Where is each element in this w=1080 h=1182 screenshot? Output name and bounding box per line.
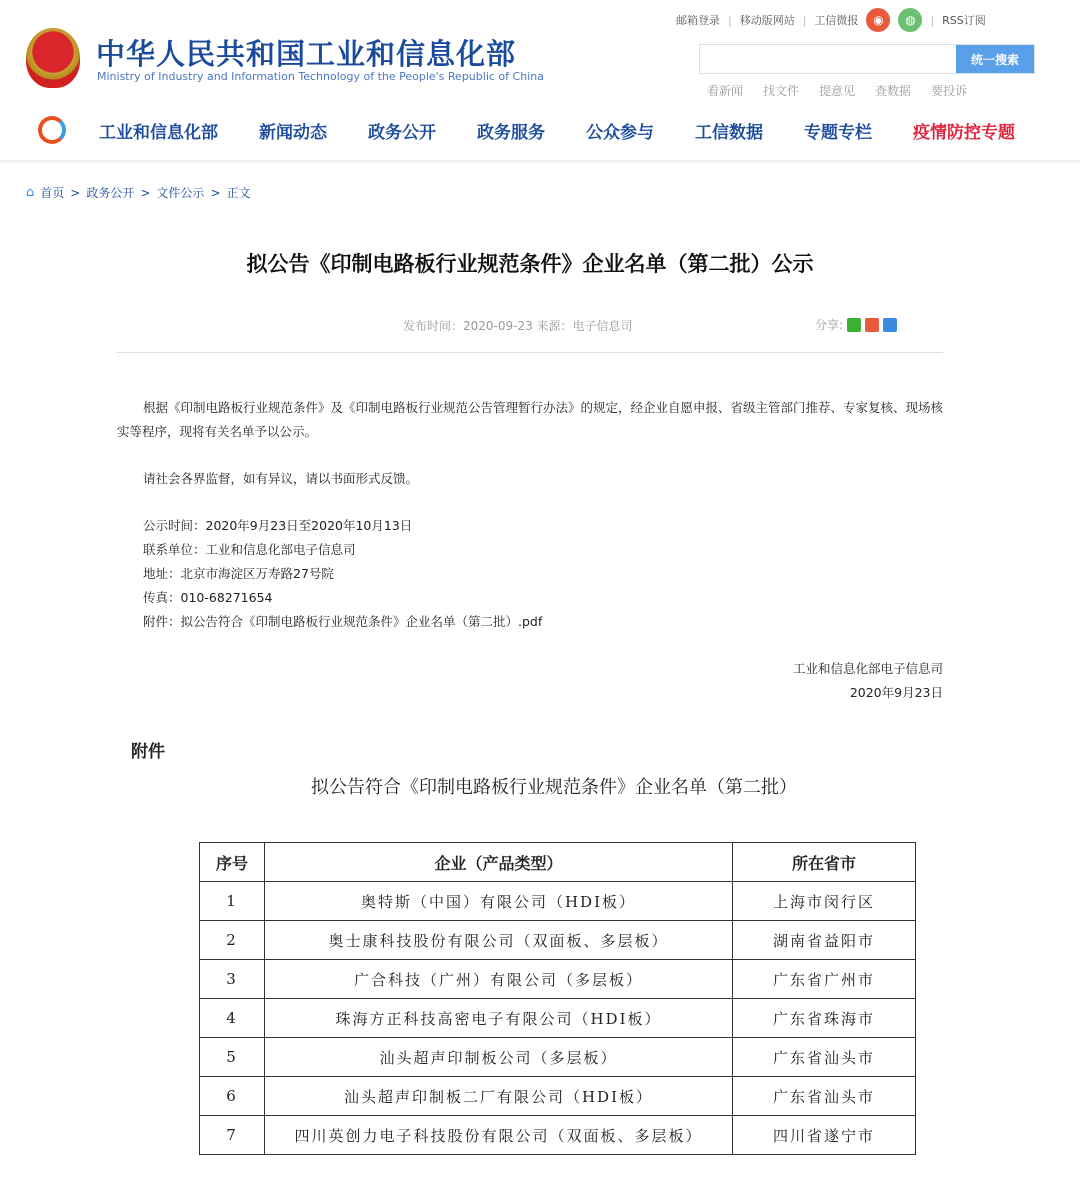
breadcrumb-item[interactable]: 正文: [226, 186, 251, 200]
column-header: 企业（产品类型）: [265, 843, 733, 882]
table-cell: 汕头超声印制板公司（多层板）: [265, 1038, 733, 1077]
search-input[interactable]: [700, 45, 956, 73]
mobile-site-link[interactable]: 移动版网站: [739, 14, 795, 27]
wechat-icon[interactable]: ◍: [898, 8, 922, 32]
qq-share-icon[interactable]: [883, 318, 897, 332]
divider: [117, 352, 943, 353]
main-nav: [38, 116, 1056, 144]
table-cell: 广合科技（广州）有限公司（多层板）: [265, 960, 733, 999]
breadcrumb-item[interactable]: 政务公开: [86, 186, 135, 200]
nav-item-epidemic[interactable]: 疫情防控专题: [913, 122, 1015, 143]
share-label: 分享:: [815, 318, 844, 332]
table-row: [200, 960, 916, 999]
column-header: 序号: [200, 843, 265, 882]
info-line: 公示时间：2020年9月23日至2020年10月13日: [143, 518, 413, 533]
nav-item[interactable]: 政务服务: [477, 122, 545, 143]
table-cell: 奥士康科技股份有限公司（双面板、多层板）: [265, 921, 733, 960]
quick-links: [707, 82, 967, 99]
table-row: [200, 882, 916, 921]
mail-login-link[interactable]: 邮箱登录: [676, 14, 720, 27]
table-cell: 广东省广州市: [733, 960, 916, 999]
weibao-link[interactable]: 工信微报: [814, 14, 859, 27]
annex-label: 附件: [131, 742, 165, 762]
table-cell: 珠海方正科技高密电子有限公司（HDI板）: [265, 999, 733, 1038]
site-title[interactable]: 中华人民共和国工业和信息化部: [96, 37, 517, 71]
table-cell: 广东省汕头市: [733, 1077, 916, 1116]
quick-link[interactable]: 要投诉: [931, 84, 968, 98]
nav-item[interactable]: 工业和信息化部: [99, 122, 218, 143]
table-cell: 四川省遂宁市: [733, 1116, 916, 1155]
table-cell: 2: [200, 921, 265, 960]
table-cell: 7: [200, 1116, 265, 1155]
table-cell: 6: [200, 1077, 265, 1116]
table-cell: 奥特斯（中国）有限公司（HDI板）: [265, 882, 733, 921]
signature: 工业和信息化部电子信息司: [792, 661, 943, 676]
page-title: 拟公告《印制电路板行业规范条件》企业名单（第二批）公示: [246, 252, 814, 276]
quick-link[interactable]: 找文件: [763, 84, 800, 98]
wechat-share-icon[interactable]: [847, 318, 861, 332]
table-cell: 四川英创力电子科技股份有限公司（双面板、多层板）: [265, 1116, 733, 1155]
info-line: 传真：010-68271654: [143, 590, 273, 605]
article-meta: 发布时间：2020-09-23 来源：电子信息司: [403, 319, 633, 333]
weibo-icon[interactable]: ◉: [866, 8, 890, 32]
table-cell: 上海市闵行区: [733, 882, 916, 921]
column-header: 所在省市: [733, 843, 916, 882]
nav-item[interactable]: 新闻动态: [259, 122, 327, 143]
nav-item[interactable]: 专题专栏: [804, 122, 872, 143]
list-title: 拟公告符合《印制电路板行业规范条件》企业名单（第二批）: [311, 777, 797, 798]
miit-logo-icon[interactable]: [38, 116, 66, 144]
nav-item[interactable]: 政务公开: [368, 122, 436, 143]
weibo-share-icon[interactable]: [865, 318, 879, 332]
breadcrumb-item[interactable]: 文件公示: [156, 186, 205, 200]
table-cell: 广东省汕头市: [733, 1038, 916, 1077]
national-emblem-logo: [26, 28, 80, 88]
table-row: [200, 921, 916, 960]
breadcrumb-item[interactable]: 首页: [40, 186, 65, 200]
nav-item[interactable]: 公众参与: [586, 122, 654, 143]
home-icon[interactable]: ⌂: [26, 185, 35, 200]
info-line: 联系单位：工业和信息化部电子信息司: [143, 542, 356, 557]
info-line: 地址：北京市海淀区万寿路27号院: [143, 566, 334, 581]
company-table: [199, 842, 916, 1155]
table-cell: 汕头超声印制板二厂有限公司（HDI板）: [265, 1077, 733, 1116]
article-body: [117, 396, 943, 705]
quick-link[interactable]: 提意见: [819, 84, 856, 98]
table-row: [200, 999, 916, 1038]
paragraph: 请社会各界监督，如有异议，请以书面形式反馈。: [143, 471, 419, 486]
table-row: [200, 1038, 916, 1077]
table-cell: 3: [200, 960, 265, 999]
breadcrumb: ⌂ 首页 > 政务公开 > 文件公示 > 正文: [26, 185, 251, 200]
search-button[interactable]: 统一搜索: [956, 45, 1034, 73]
signature-date: 2020年9月23日: [849, 685, 943, 700]
rss-link[interactable]: RSS订阅: [942, 14, 986, 27]
paragraph: 根据《印制电路板行业规范条件》及《印制电路板行业规范公告管理暂行办法》的规定，经企业自愿申报、省级主管部门推荐、专家复核、现场核实等程序，现将有关名单予以公示。: [117, 400, 944, 439]
table-cell: 广东省珠海市: [733, 999, 916, 1038]
nav-item[interactable]: 工信数据: [695, 122, 763, 143]
quick-link[interactable]: 查数据: [875, 84, 912, 98]
site-subtitle: Ministry of Industry and Information Technology of the People's Republic of China: [97, 70, 544, 83]
table-cell: 4: [200, 999, 265, 1038]
attachment-link[interactable]: 附件：拟公告符合《印制电路板行业规范条件》企业名单（第二批）.pdf: [143, 614, 543, 629]
table-row: [200, 1116, 916, 1155]
table-cell: 湖南省益阳市: [733, 921, 916, 960]
table-row: [200, 1077, 916, 1116]
share-bar: [815, 316, 897, 333]
quick-link[interactable]: 看新闻: [707, 84, 744, 98]
top-links: 邮箱登录 | 移动版网站 | 工信微报 ◉ ◍ | RSS订阅: [676, 8, 986, 32]
search-box: [699, 44, 1035, 74]
table-cell: 1: [200, 882, 265, 921]
divider: [0, 160, 1080, 164]
table-cell: 5: [200, 1038, 265, 1077]
